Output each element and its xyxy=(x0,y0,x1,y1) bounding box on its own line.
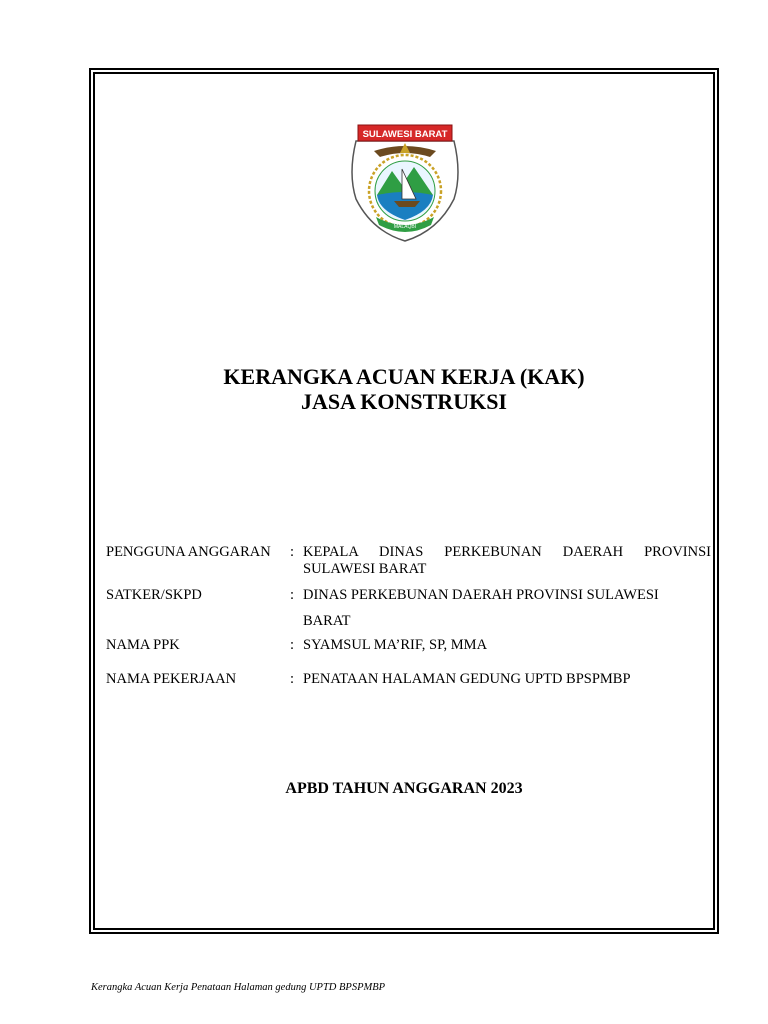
emblem-motto-text: MALAQBI xyxy=(393,224,417,230)
field-colon: : xyxy=(290,544,295,560)
field-value-pengguna-anggaran-line1: KEPALA DINAS PERKEBUNAN DAERAH PROVINSI xyxy=(303,544,711,560)
document-title: KERANGKA ACUAN KERJA (KAK) xyxy=(223,364,585,389)
field-colon: : xyxy=(290,587,295,603)
field-colon: : xyxy=(290,637,295,653)
field-value-nama-ppk: SYAMSUL MA’RIF, SP, MMA xyxy=(303,637,488,653)
emblem-banner-text: SULAWESI BARAT xyxy=(362,129,448,140)
field-label-pengguna-anggaran: PENGGUNA ANGGARAN xyxy=(106,544,271,560)
field-value-satker-skpd-line1: DINAS PERKEBUNAN DAERAH PROVINSI SULAWESI xyxy=(303,587,659,603)
document-subtitle: JASA KONSTRUKSI xyxy=(300,389,507,414)
field-label-nama-pekerjaan: NAMA PEKERJAAN xyxy=(106,671,237,687)
sulawesi-barat-emblem xyxy=(344,119,466,244)
field-value-satker-skpd-line2: BARAT xyxy=(303,613,351,629)
field-label-satker-skpd: SATKER/SKPD xyxy=(106,587,202,603)
field-colon: : xyxy=(290,671,295,687)
field-value-nama-pekerjaan: PENATAAN HALAMAN GEDUNG UPTD BPSPMBP xyxy=(303,671,631,687)
field-label-nama-ppk: NAMA PPK xyxy=(106,637,180,653)
apbd-year: APBD TAHUN ANGGARAN 2023 xyxy=(285,780,523,797)
field-value-pengguna-anggaran-line2: SULAWESI BARAT xyxy=(303,561,427,577)
page-footer: Kerangka Acuan Kerja Penataan Halaman gedung UPTD BPSPMBP xyxy=(91,982,386,993)
